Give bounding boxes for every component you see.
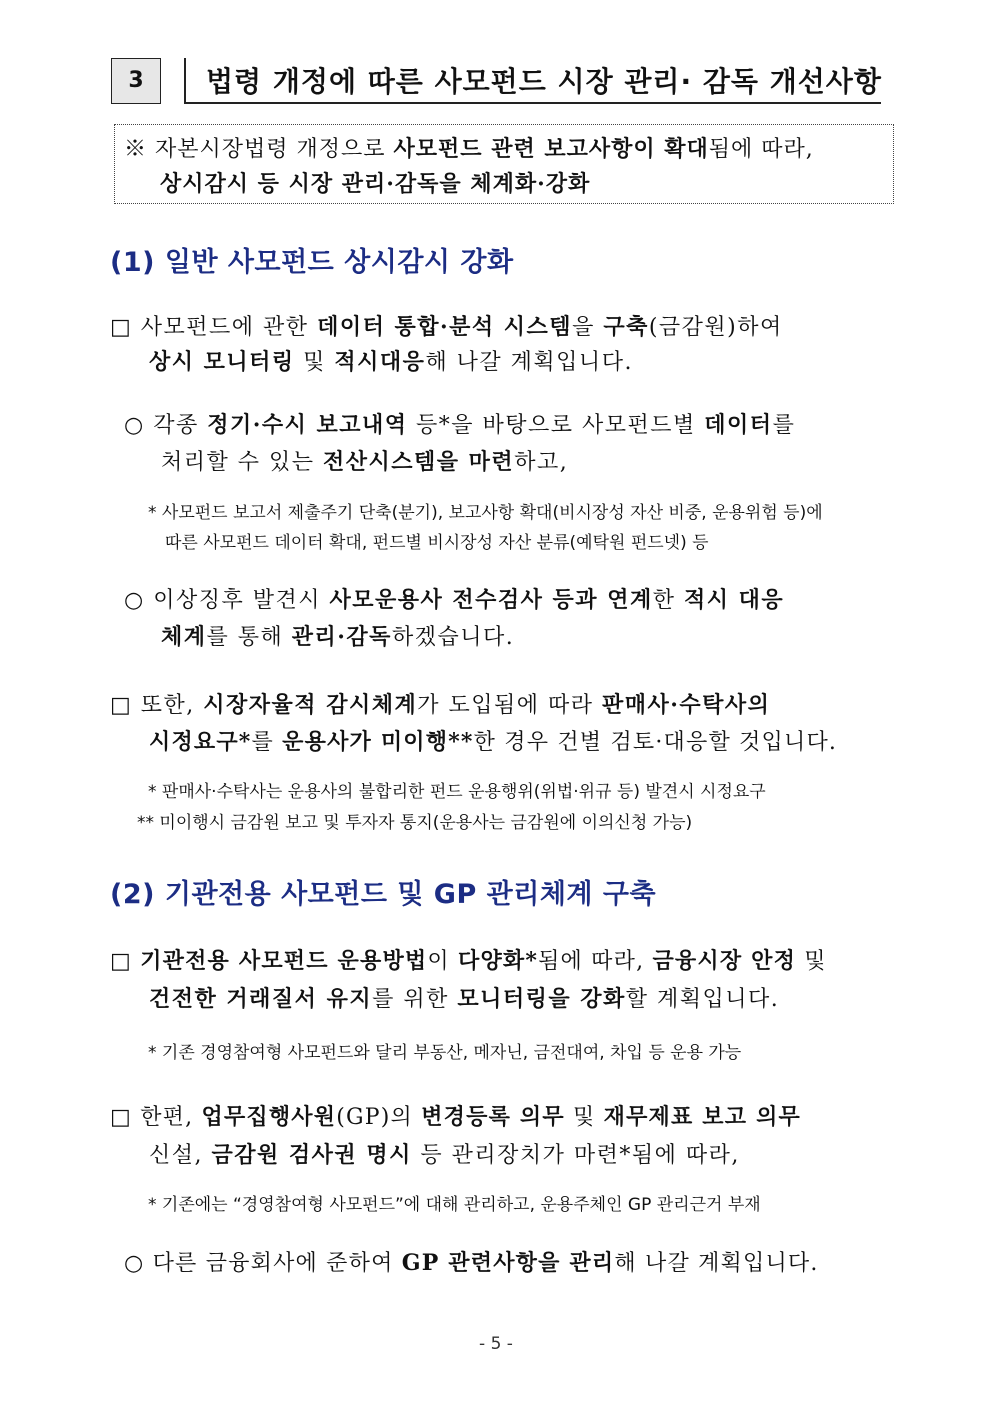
footnote-1-line-2: 따른 사모펀드 데이터 확대, 펀드별 비시장성 자산 분류(예탁원 펀드넷) 등 bbox=[165, 533, 709, 553]
paragraph-2-line-1: □ 또한, 시장자율적 감시체계가 도입됨에 따라 판매사·수탁사의 bbox=[110, 692, 771, 718]
summary-line-2: 상시감시 등 시장 관리·감독을 체계화·강화 bbox=[160, 171, 591, 197]
paragraph-4-line-2: 신설, 금감원 검사권 명시 등 관리장치가 마련*됨에 따라, bbox=[149, 1142, 740, 1168]
circle-bullet: ○ bbox=[124, 1251, 145, 1276]
paragraph-3-line-1: □ 기관전용 사모펀드 운용방법이 다양화*됨에 따라, 금융시장 안정 및 bbox=[110, 948, 827, 974]
paragraph-3-line-2: 건전한 거래질서 유지를 위한 모니터링을 강화할 계획입니다. bbox=[149, 986, 780, 1012]
sub-item-3-line-1: ○ 다른 금융회사에 준하여 GP 관련사항을 관리해 나갈 계획입니다. bbox=[124, 1250, 819, 1276]
square-bullet: □ bbox=[110, 1105, 132, 1130]
heading-2: (2) 기관전용 사모펀드 및 GP 관리체계 구축 bbox=[110, 879, 657, 910]
section-number: 3 bbox=[111, 58, 161, 104]
footnote-2-line-1: * 판매사·수탁사는 운용사의 불합리한 펀드 운용행위(위법·위규 등) 발견시 시정요구 bbox=[148, 782, 766, 802]
footnote-3: * 기존 경영참여형 사모펀드와 달리 부동산, 메자닌, 금전대여, 차입 등 운용 가능 bbox=[148, 1043, 742, 1063]
paragraph-1-line-2: 상시 모니터링 및 적시대응해 나갈 계획입니다. bbox=[149, 349, 633, 375]
square-bullet: □ bbox=[110, 949, 132, 974]
heading-1: (1) 일반 사모펀드 상시감시 강화 bbox=[110, 247, 514, 278]
paragraph-1-line-1: □ 사모펀드에 관한 데이터 통합·분석 시스템을 구축(금감원)하여 bbox=[110, 314, 783, 340]
sub-item-2-line-2: 체계를 통해 관리·감독하겠습니다. bbox=[161, 624, 515, 650]
footnote-4: * 기존에는 “경영참여형 사모펀드”에 대해 관리하고, 운용주체인 GP 관리근거 부재 bbox=[148, 1195, 761, 1215]
sub-item-1-line-2: 처리할 수 있는 전산시스템을 마련하고, bbox=[161, 449, 569, 475]
square-bullet: □ bbox=[110, 315, 133, 340]
sub-item-1-line-1: ○ 각종 정기·수시 보고내역 등*을 바탕으로 사모펀드별 데이터를 bbox=[124, 412, 796, 438]
circle-bullet: ○ bbox=[124, 588, 145, 613]
paragraph-2-line-2: 시정요구*를 운용사가 미이행**한 경우 건별 검토·대응할 것입니다. bbox=[149, 729, 838, 755]
section-title: 법령 개정에 따른 사모펀드 시장 관리· 감독 개선사항 bbox=[206, 65, 882, 98]
circle-bullet: ○ bbox=[124, 413, 145, 438]
footnote-1-line-1: * 사모펀드 보고서 제출주기 단축(분기), 보고사항 확대(비시장성 자산 비중, 운용위험 등)에 bbox=[148, 503, 823, 523]
paragraph-4-line-1: □ 한편, 업무집행사원(GP)의 변경등록 의무 및 재무제표 보고 의무 bbox=[110, 1104, 801, 1130]
square-bullet: □ bbox=[110, 693, 133, 718]
summary-line-1: ※ 자본시장법령 개정으로 사모펀드 관련 보고사항이 확대됨에 따라, bbox=[124, 136, 814, 162]
sub-item-2-line-1: ○ 이상징후 발견시 사모운용사 전수검사 등과 연계한 적시 대응 bbox=[124, 587, 785, 613]
page-number: - 5 - bbox=[479, 1334, 513, 1354]
reference-mark: ※ bbox=[124, 137, 148, 162]
footnote-2-line-2: ** 미이행시 금감원 보고 및 투자자 통지(운용사는 금감원에 이의신청 가능) bbox=[137, 813, 693, 833]
